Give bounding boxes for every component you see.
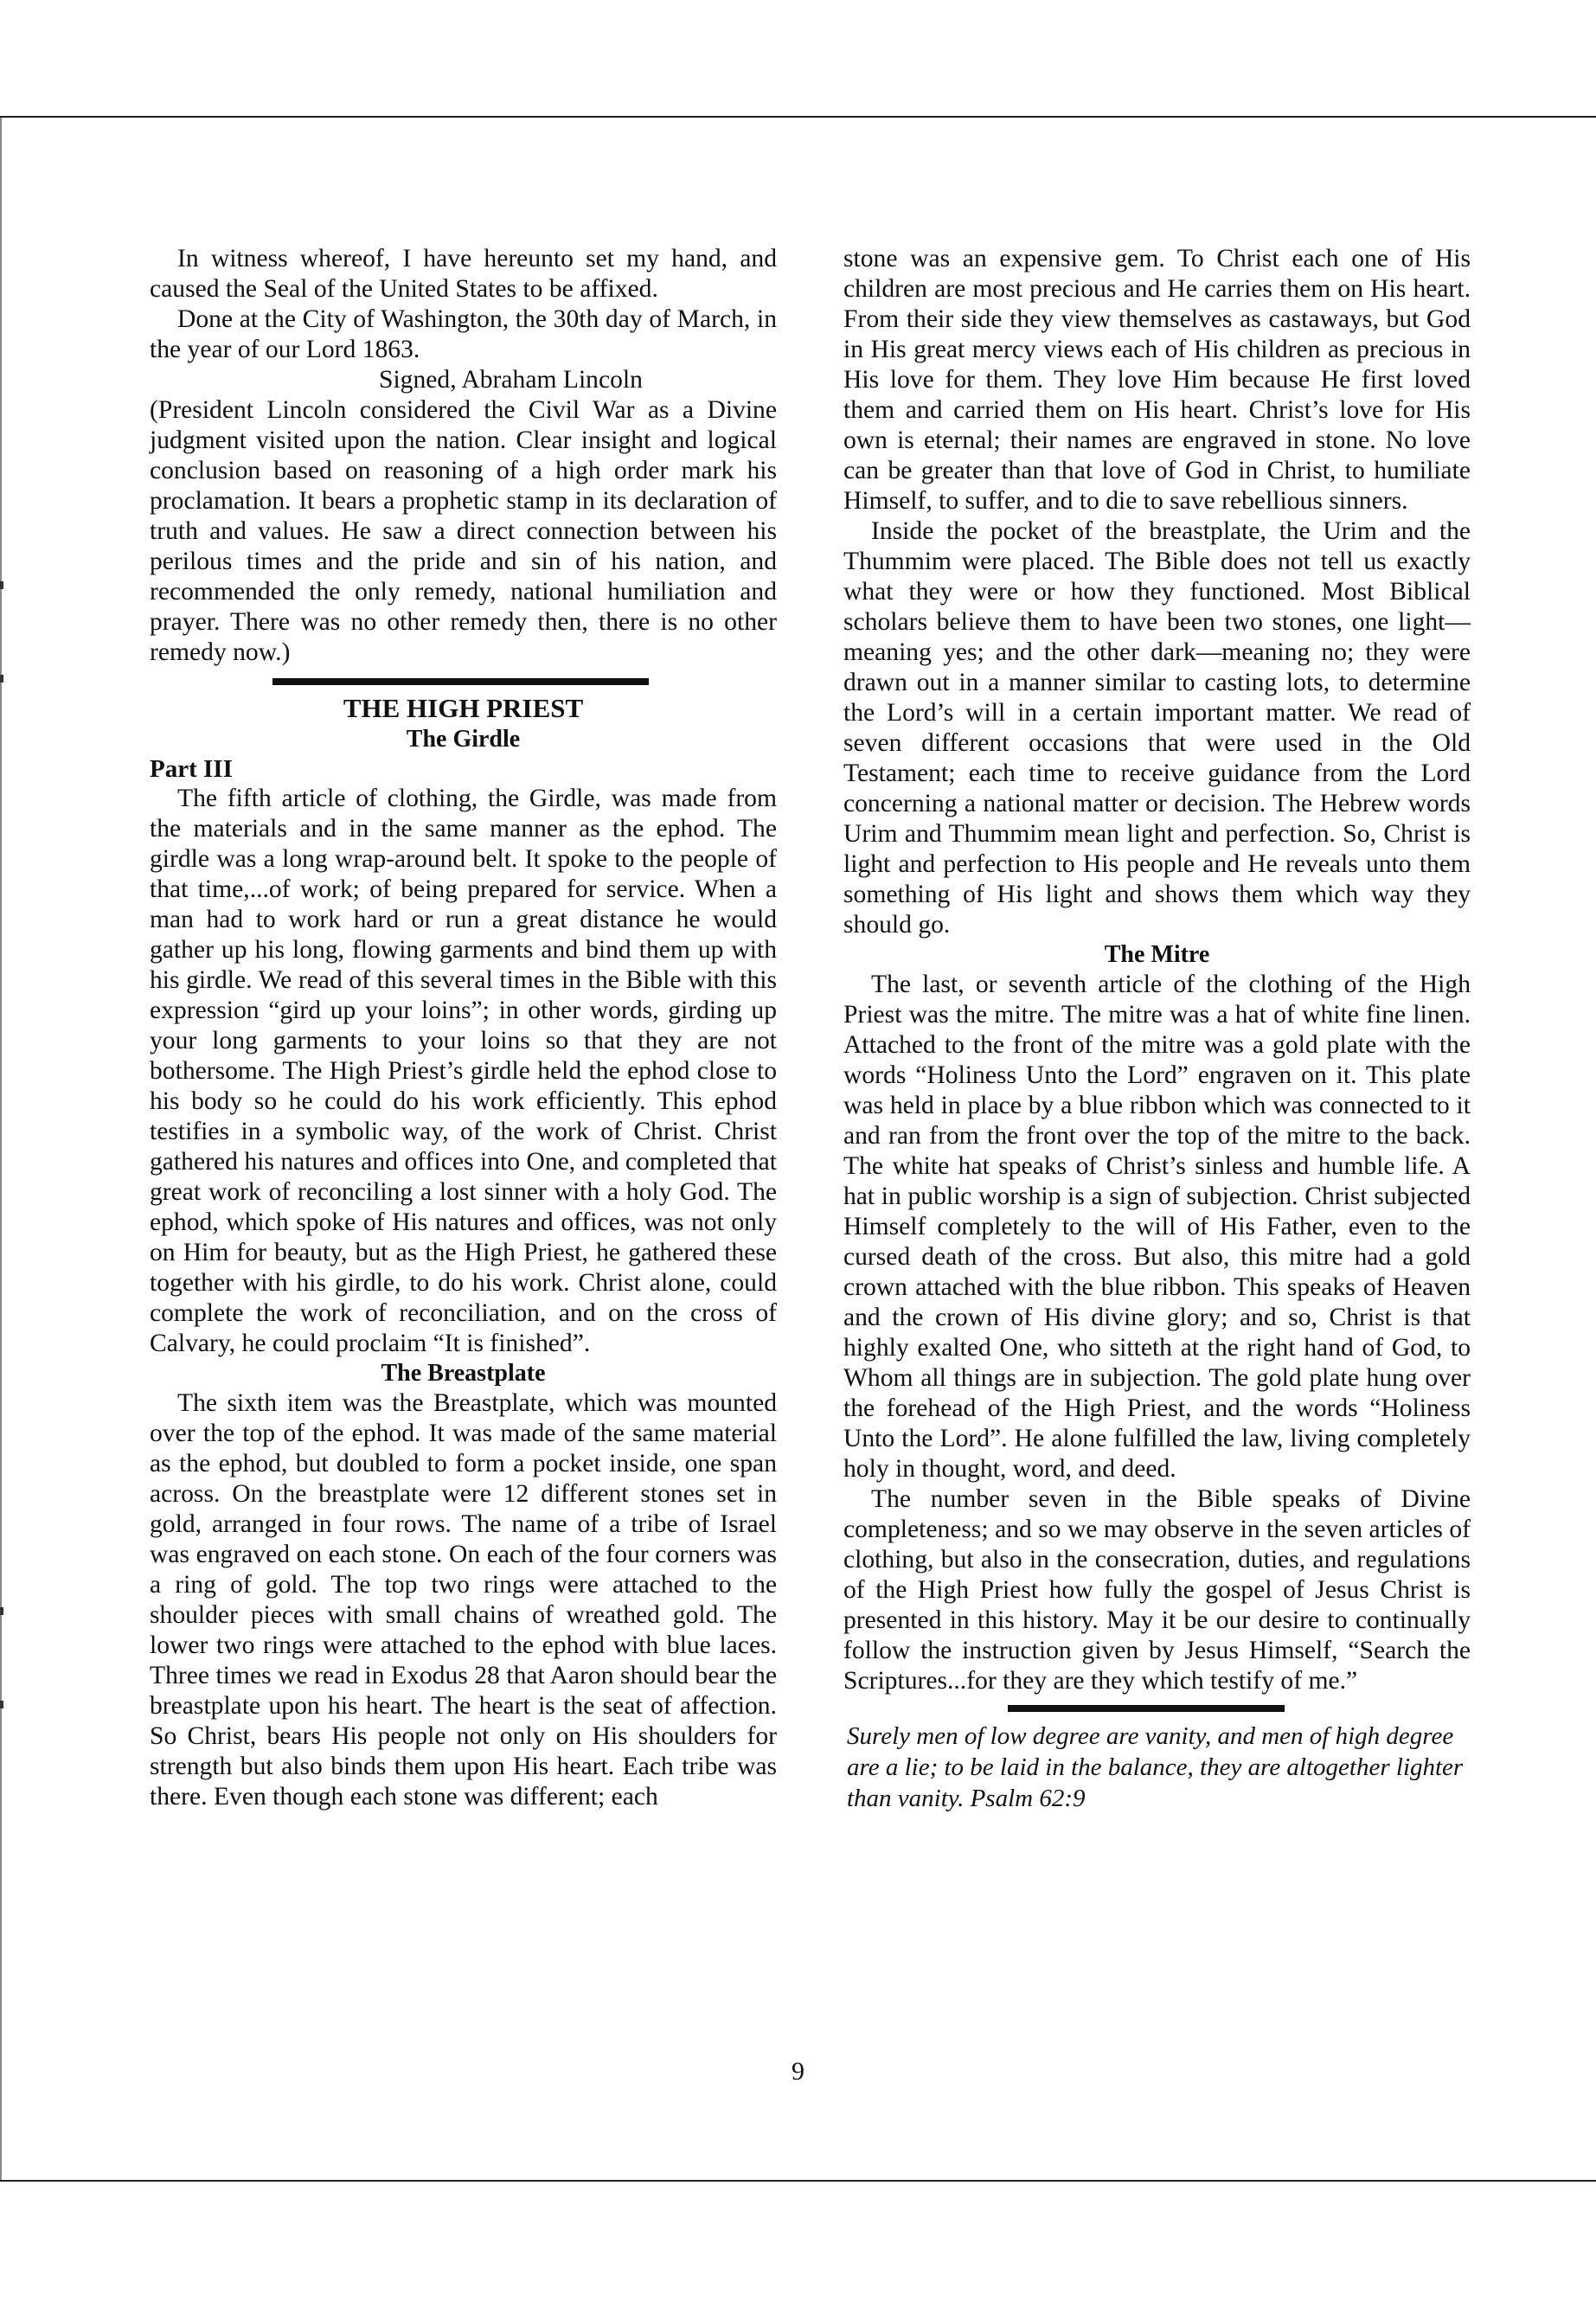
- left-page-edge: [0, 118, 2, 2180]
- girdle-paragraph: The fifth article of clothing, the Girdle, was made from the materials and in the same manner as the ephod. The girdle was a long wrap-around belt. It spoke to the people of that time,...of work; of being prepared for service. When a man had to work hard or run a great distance he would gather up his long, flowing garments and bind them up with his girdle. We read of this several times in the Bible with this expression “gird up your loins”; in other words, girding up your long garments to your loins so that they are not bothersome. The High Priest’s girdle held the ephod close to his body so he could do his work efficiently. This ephod testifies in a symbolic way, of the work of Christ. Christ gathered his natures and offices into One, and completed that great work of reconciling a lost sinner with a holy God. The ephod, which spoke of His natures and offices, was not only on Him for beauty, but as the High Priest, he gathered these together with his girdle, to do his work. Christ alone, could complete the work of reconciliation, and on the cross of Calvary, he could proclaim “It is finished”.: [150, 785, 777, 1357]
- scripture-verse: Surely men of low degree are vanity, and men of high degree are a lie; to be laid in the balance, they are altogether lighter than vanity. Psalm 62:9: [847, 1722, 1464, 1812]
- part-label: Part III: [150, 755, 233, 783]
- scan-mark: [0, 1701, 3, 1708]
- subheading-breastplate: The Breastplate: [381, 1360, 546, 1387]
- proclamation-date-paragraph: Done at the City of Washington, the 30th day of March, in the year of our Lord 1863.: [150, 305, 777, 363]
- scan-mark: [0, 675, 3, 683]
- left-column: [150, 244, 777, 1812]
- signature-line: Signed, Abraham Lincoln: [379, 366, 643, 394]
- lincoln-commentary-paragraph: (President Lincoln considered the Civil War as a Divine judgment visited upon the nation. Clear insight and logical conclusion based on reasoning of a high order mark his proclamation. It bears a prophetic stamp in its declaration of truth and values. He saw a direct connection between his perilous times and the pride and sin of his nation, and recommended the only remedy, national humiliation and prayer. There was no other remedy then, there is no other remedy now.): [150, 396, 777, 666]
- breastplate-paragraph: The sixth item was the Breastplate, which was mounted over the top of the ephod. It was made of the same material as the ephod, but doubled to form a pocket inside, one span across. On the breastplate were 12 different stones set in gold, arranged in four rows. The name of a tribe of Israel was engraved on each stone. On each of the four corners was a ring of gold. The top two rings were attached to the shoulder pieces with small chains of wreathed gold. The lower two rings were attached to the ephod with blue laces. Three times we read in Exodus 28 that Aaron should bear the breastplate upon his heart. The heart is the seat of affection. So Christ, bears His people not only on His shoulders for strength but also binds them upon His heart. Each tribe was there. Even though each stone was different; each: [150, 1389, 777, 1811]
- breastplate-continued-paragraph: stone was an expensive gem. To Christ each one of His children are most precious and He carries them on His heart. From their side they view themselves as castaways, but God in His great mercy views each of His children as precious in His love for them. They love Him because He first loved them and carried them on His heart. Christ’s love for His own is eternal; their names are engraved in stone. No love can be greater than that love of God in Christ, to humiliate Himself, to suffer, and to die to save rebellious sinners.: [843, 245, 1471, 515]
- subheading-girdle: The Girdle: [406, 726, 521, 753]
- top-page-edge: [0, 116, 1596, 118]
- closing-divider: [1008, 1705, 1285, 1712]
- proclamation-closing-paragraph: In witness whereof, I have hereunto set my hand, and caused the Seal of the United States to be affixed.: [150, 245, 777, 303]
- bottom-page-edge: [0, 2180, 1596, 2182]
- section-title: THE HIGH PRIEST: [343, 693, 584, 723]
- page-number: 9: [792, 2057, 804, 2086]
- right-column: [843, 244, 1471, 1814]
- section-divider: [272, 678, 649, 685]
- subheading-mitre: The Mitre: [1104, 941, 1210, 968]
- mitre-paragraph: The last, or seventh article of the clothing of the High Priest was the mitre. The mitre was a hat of white fine linen. Attached to the front of the mitre was a gold plate with the words “Holiness Unto the Lord” engraven on it. This plate was held in place by a blue ribbon which was connected to it and ran from the front over the top of the mitre to the back. The white hat speaks of Christ’s sinless and humble life. A hat in public worship is a sign of subjection. Christ subjected Himself completely to the will of His Father, even to the cursed death of the cross. But also, this mitre had a gold crown attached with the blue ribbon. This speaks of Heaven and the crown of His divine glory; and so, Christ is that highly exalted One, who sitteth at the right hand of God, to Whom all things are in subjection. The gold plate hung over the forehead of the High Priest, and the words “Holiness Unto the Lord”. He alone fulfilled the law, living completely holy in thought, word, and deed.: [843, 971, 1471, 1483]
- number-seven-paragraph: The number seven in the Bible speaks of Divine completeness; and so we may observe in the seven articles of clothing, but also in the consecration, duties, and regulations of the High Priest how fully the gospel of Jesus Christ is presented in this history. May it be our desire to continually follow the instruction given by Jesus Himself, “Search the Scriptures...for they are they which testify of me.”: [843, 1485, 1471, 1695]
- urim-thummim-paragraph: Inside the pocket of the breastplate, the Urim and the Thummim were placed. The Bible does not tell us exactly what they were or how they functioned. Most Biblical scholars believe them to have been two stones, one light—meaning yes; and the other dark—meaning no; they were drawn out in a manner similar to casting lots, to determine the Lord’s will in a certain important matter. We read of seven different occasions that were used in the Old Testament; each time to receive guidance from the Lord concerning a national matter or decision. The Hebrew words Urim and Thummim mean light and perfection. So, Christ is light and perfection to His people and He reveals unto them something of His light and shows them which way they should go.: [843, 517, 1471, 939]
- scan-mark: [0, 1607, 3, 1615]
- scan-mark: [0, 581, 3, 589]
